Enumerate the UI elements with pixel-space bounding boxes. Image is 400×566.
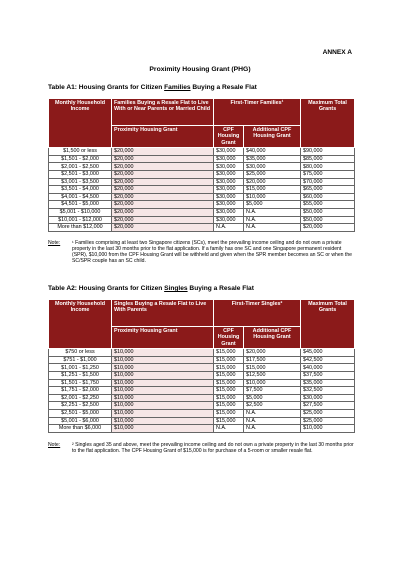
table1-header-income: Monthly Household Income [49,99,112,148]
cell-proximity-grant: $20,000 [112,201,214,209]
table-row [49,201,355,209]
cell-proximity-grant: $20,000 [112,224,214,232]
cell-proximity-grant: $20,000 [112,208,214,216]
cell-proximity-grant: $20,000 [112,216,214,224]
table2-note-label: Note: [48,442,61,448]
cell-proximity-grant: $20,000 [112,178,214,186]
table-row [49,387,355,395]
cell-cpf-grant: $15,000 [214,356,244,364]
table2-note-text: ² Singles aged 35 and above, meet the prevailing income ceiling and do not own a private property in the last 30 months prior to the flat application. The CPF Housing Grant of $15,000 is for purchase of a 5-room or smaller resale flat. [72,442,354,455]
cell-additional-cpf-grant: $7,500 [244,387,301,395]
cell-max-total: $85,000 [301,155,355,163]
cell-proximity-grant: $10,000 [112,402,214,410]
table2-header-additional-cpf: Additional CPF Housing Grant [244,327,301,349]
table-row [49,186,355,194]
cell-max-total: $60,000 [301,193,355,201]
cell-income: $4,501 - $5,000 [49,201,112,209]
table1-note [48,240,356,264]
cell-income: $1,251 - $1,500 [49,372,112,380]
cell-income: $1,001 - $1,250 [49,364,112,372]
cell-proximity-grant: $20,000 [112,186,214,194]
cell-proximity-grant: $10,000 [112,425,214,433]
table-row [49,208,355,216]
cell-cpf-grant: $30,000 [214,208,244,216]
cell-max-total: $40,000 [301,364,355,372]
table1-families-grants [48,98,355,232]
cell-max-total: $25,000 [301,409,355,417]
annex-label: ANNEX A [322,49,352,56]
cell-cpf-grant: $15,000 [214,394,244,402]
cell-proximity-grant: $10,000 [112,417,214,425]
table2-title: Table A2: Housing Grants for Citizen Singles Buying a Resale Flat [48,285,254,292]
cell-max-total: $90,000 [301,148,355,156]
table2-note [48,442,356,454]
cell-income: $2,501 - $3,000 [49,171,112,179]
cell-income: $4,001 - $4,500 [49,193,112,201]
table-row [49,216,355,224]
cell-additional-cpf-grant: N.A. [244,425,301,433]
cell-max-total: $70,000 [301,178,355,186]
cell-cpf-grant: N.A. [214,425,244,433]
cell-cpf-grant: $30,000 [214,178,244,186]
cell-cpf-grant: $30,000 [214,186,244,194]
cell-income: $2,001 - $2,500 [49,163,112,171]
table1-header-max-total: Maximum Total Grants [301,99,355,148]
cell-cpf-grant: $30,000 [214,193,244,201]
cell-income: $5,001 - $10,000 [49,208,112,216]
cell-additional-cpf-grant: $20,000 [244,178,301,186]
table-row [49,171,355,179]
table-row [49,193,355,201]
table-row [49,417,355,425]
cell-cpf-grant: $15,000 [214,387,244,395]
cell-max-total: $50,000 [301,208,355,216]
cell-max-total: $55,000 [301,201,355,209]
table-row [49,155,355,163]
cell-income: More than $12,000 [49,224,112,232]
table2-header-cpf-grant: CPF Housing Grant [214,327,244,349]
cell-additional-cpf-grant: $25,000 [244,171,301,179]
cell-max-total: $45,000 [301,349,355,357]
cell-proximity-grant: $10,000 [112,387,214,395]
cell-additional-cpf-grant: N.A. [244,417,301,425]
cell-income: $2,001 - $2,250 [49,394,112,402]
table-row [49,364,355,372]
cell-proximity-grant: $20,000 [112,163,214,171]
cell-max-total: $25,000 [301,417,355,425]
cell-income: $3,501 - $4,000 [49,186,112,194]
cell-income: $2,501 - $5,000 [49,409,112,417]
table2-title-underlined: Singles [164,285,188,292]
cell-cpf-grant: $15,000 [214,364,244,372]
cell-cpf-grant: $30,000 [214,163,244,171]
table1-title-underlined: Families [164,84,191,91]
table-row [49,409,355,417]
cell-additional-cpf-grant: $10,000 [244,193,301,201]
cell-additional-cpf-grant: $2,500 [244,402,301,410]
table-row [49,148,355,156]
table-row [49,163,355,171]
cell-max-total: $80,000 [301,163,355,171]
table2-header-income: Monthly Household Income [49,300,112,349]
cell-income: More than $6,000 [49,425,112,433]
cell-proximity-grant: $10,000 [112,364,214,372]
table1-title: Table A1: Housing Grants for Citizen Families Buying a Resale Flat [48,84,257,91]
cell-additional-cpf-grant: $12,500 [244,372,301,380]
cell-max-total: $75,000 [301,171,355,179]
table1-header-additional-cpf: Additional CPF Housing Grant [244,126,301,148]
table-row [49,394,355,402]
cell-cpf-grant: $15,000 [214,379,244,387]
cell-income: $5,001 - $6,000 [49,417,112,425]
cell-income: $3,001 - $3,500 [49,178,112,186]
document-title: Proximity Housing Grant (PHG) [149,66,251,73]
cell-additional-cpf-grant: N.A. [244,216,301,224]
table2-header-first-timer: First-Timer Singles² [214,300,301,327]
cell-additional-cpf-grant: $30,000 [244,163,301,171]
cell-additional-cpf-grant: N.A. [244,224,301,232]
cell-income: $1,500 or less [49,148,112,156]
table-row [49,425,355,433]
cell-cpf-grant: $30,000 [214,201,244,209]
cell-additional-cpf-grant: N.A. [244,208,301,216]
table2-header-group: Singles Buying a Resale Flat to Live With Parents [112,300,214,327]
cell-max-total: $50,000 [301,216,355,224]
cell-proximity-grant: $20,000 [112,148,214,156]
cell-cpf-grant: $30,000 [214,216,244,224]
cell-additional-cpf-grant: $5,000 [244,201,301,209]
cell-proximity-grant: $10,000 [112,372,214,380]
table1-header-cpf-grant: CPF Housing Grant [214,126,244,148]
cell-cpf-grant: $30,000 [214,148,244,156]
cell-income: $2,251 - $2,500 [49,402,112,410]
cell-proximity-grant: $10,000 [112,356,214,364]
cell-proximity-grant: $10,000 [112,394,214,402]
cell-max-total: $37,500 [301,372,355,380]
cell-additional-cpf-grant: $35,000 [244,155,301,163]
cell-cpf-grant: $30,000 [214,171,244,179]
cell-cpf-grant: $15,000 [214,349,244,357]
cell-income: $1,751 - $2,000 [49,387,112,395]
cell-cpf-grant: $15,000 [214,417,244,425]
cell-max-total: $10,000 [301,425,355,433]
table-row [49,379,355,387]
table1-note-text: ¹ Families comprising at least two Singapore citizens (SCs), meet the prevailing income ceiling and do not own a private property in the last 30 months prior to the flat application. If a family has one SC and one Singapore permanent resident (SPR), $10,000 from the CPF Housing Grant will be withheld and given when the SPR member becomes an SC or when the SC/SPR couple has an SC child. [72,240,353,265]
table2-body [49,349,355,433]
table2-singles-grants [48,299,355,433]
table-row [49,349,355,357]
cell-additional-cpf-grant: $10,000 [244,379,301,387]
cell-additional-cpf-grant: $15,000 [244,186,301,194]
cell-income: $750 or less [49,349,112,357]
cell-max-total: $42,500 [301,356,355,364]
table1-body [49,148,355,232]
cell-proximity-grant: $20,000 [112,193,214,201]
cell-income: $751 - $1,000 [49,356,112,364]
cell-max-total: $27,500 [301,402,355,410]
cell-cpf-grant: $15,000 [214,409,244,417]
table-row [49,372,355,380]
table1-header-phg: Proximity Housing Grant [112,126,214,148]
cell-income: $1,501 - $1,750 [49,379,112,387]
cell-additional-cpf-grant: $5,000 [244,394,301,402]
cell-max-total: $65,000 [301,186,355,194]
cell-income: $1,501 - $2,000 [49,155,112,163]
cell-proximity-grant: $10,000 [112,379,214,387]
cell-additional-cpf-grant: $20,000 [244,349,301,357]
cell-additional-cpf-grant: $15,000 [244,364,301,372]
table2-header-phg: Proximity Housing Grant [112,327,214,349]
table2-header-max-total: Maximum Total Grants [301,300,355,349]
cell-proximity-grant: $10,000 [112,349,214,357]
cell-proximity-grant: $20,000 [112,155,214,163]
cell-proximity-grant: $20,000 [112,171,214,179]
cell-cpf-grant: N.A. [214,224,244,232]
table1-note-label: Note: [48,240,61,246]
table-row [49,402,355,410]
table-row [49,224,355,232]
cell-income: $10,001 - $12,000 [49,216,112,224]
cell-max-total: $35,000 [301,379,355,387]
cell-additional-cpf-grant: $17,500 [244,356,301,364]
table1-header-group: Families Buying a Resale Flat to Live With or Near Parents or Married Child [112,99,214,126]
table1-header-first-timer: First-Timer Families¹ [214,99,301,126]
cell-max-total: $30,000 [301,394,355,402]
table-row [49,356,355,364]
cell-cpf-grant: $30,000 [214,155,244,163]
table-row [49,178,355,186]
cell-cpf-grant: $15,000 [214,402,244,410]
cell-max-total: $32,500 [301,387,355,395]
cell-cpf-grant: $15,000 [214,372,244,380]
cell-additional-cpf-grant: $40,000 [244,148,301,156]
cell-additional-cpf-grant: N.A. [244,409,301,417]
cell-max-total: $20,000 [301,224,355,232]
cell-proximity-grant: $10,000 [112,409,214,417]
